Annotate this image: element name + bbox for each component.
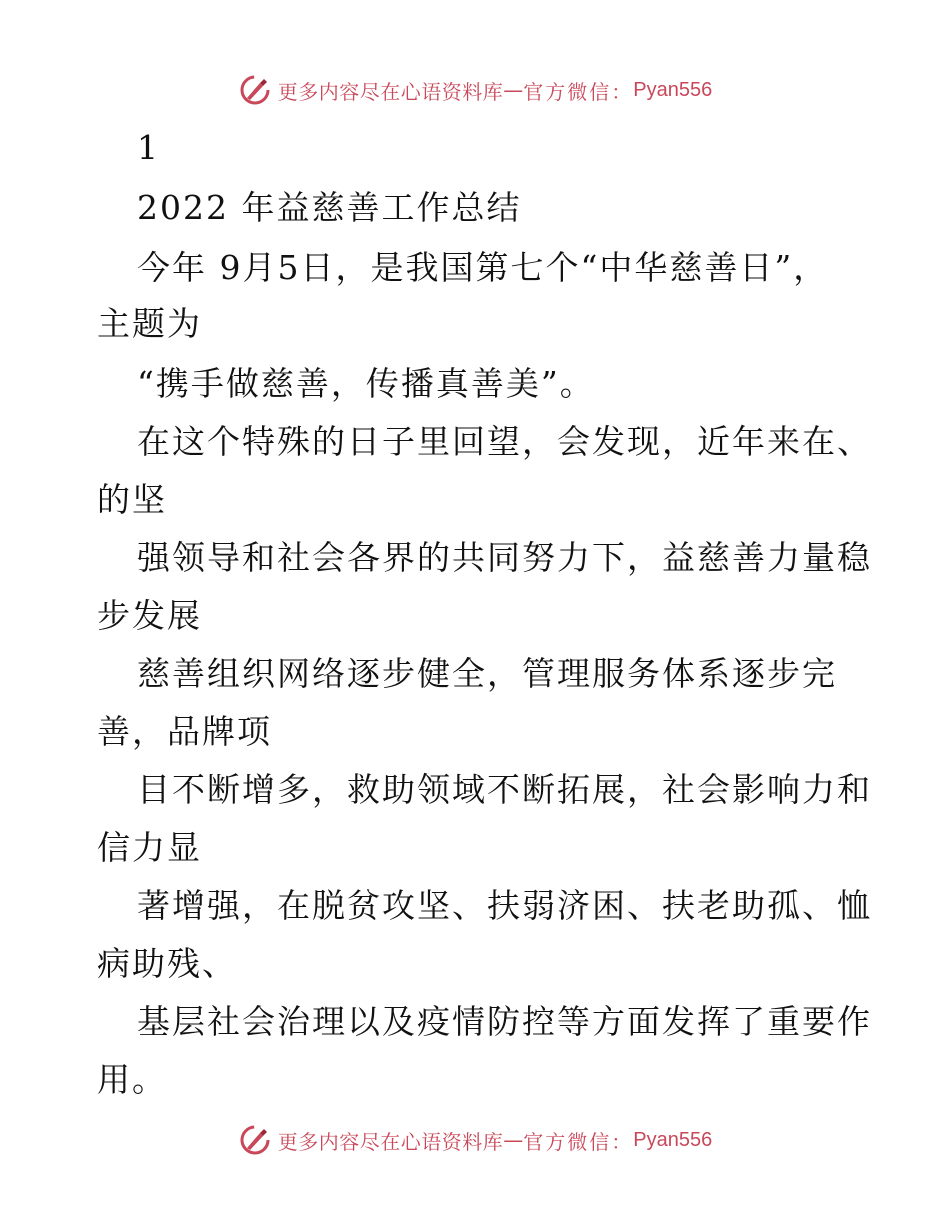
paragraph-line: 步发展 bbox=[97, 596, 202, 635]
paragraph-line: 主题为 bbox=[97, 304, 202, 343]
banner-wechat-id: Pyan556 bbox=[633, 78, 713, 101]
banner-wechat-id: Pyan556 bbox=[633, 1128, 713, 1151]
paragraph-line: 著增强，在脱贫攻坚、扶弱济困、扶老助孤、恤 bbox=[137, 886, 872, 925]
paragraph-line: 基层社会治理以及疫情防控等方面发挥了重要作 bbox=[137, 1002, 872, 1041]
banner-official-label: 官方微信： bbox=[523, 79, 634, 104]
paragraph-line: 今年 9月5日，是我国第七个“中华慈善日”， bbox=[137, 248, 829, 287]
banner-separator: — bbox=[503, 1128, 524, 1152]
banner-separator: — bbox=[503, 78, 524, 102]
paragraph-line: 在这个特殊的日子里回望，会发现，近年来在、 bbox=[137, 422, 872, 461]
paragraph-line: 信力显 bbox=[97, 828, 202, 867]
paragraph-line: 病助残、 bbox=[97, 944, 237, 983]
banner-brand-text: 更多内容尽在心语资料库 bbox=[277, 79, 504, 104]
paragraph-line: 用。 bbox=[97, 1060, 167, 1099]
page-number: 1 bbox=[137, 128, 160, 167]
document-title: 2022 年益慈善工作总结 bbox=[137, 188, 522, 227]
paragraph-line: 强领导和社会各界的共同努力下，益慈善力量稳 bbox=[137, 538, 872, 577]
paragraph-line: 善，品牌项 bbox=[97, 712, 272, 751]
paragraph-line: 的坚 bbox=[97, 480, 167, 519]
footer-banner bbox=[0, 1120, 950, 1160]
paragraph-line: 目不断增多，救助领域不断拓展，社会影响力和 bbox=[137, 770, 872, 809]
pen-swirl-logo-icon bbox=[238, 73, 272, 107]
pen-swirl-logo-icon bbox=[238, 1123, 272, 1157]
banner-official-label: 官方微信： bbox=[523, 1129, 634, 1154]
banner-brand-text: 更多内容尽在心语资料库 bbox=[277, 1129, 504, 1154]
header-banner bbox=[0, 70, 950, 110]
paragraph-line: “携手做慈善，传播真善美”。 bbox=[137, 364, 595, 403]
paragraph-line: 慈善组织网络逐步健全，管理服务体系逐步完 bbox=[137, 654, 837, 693]
